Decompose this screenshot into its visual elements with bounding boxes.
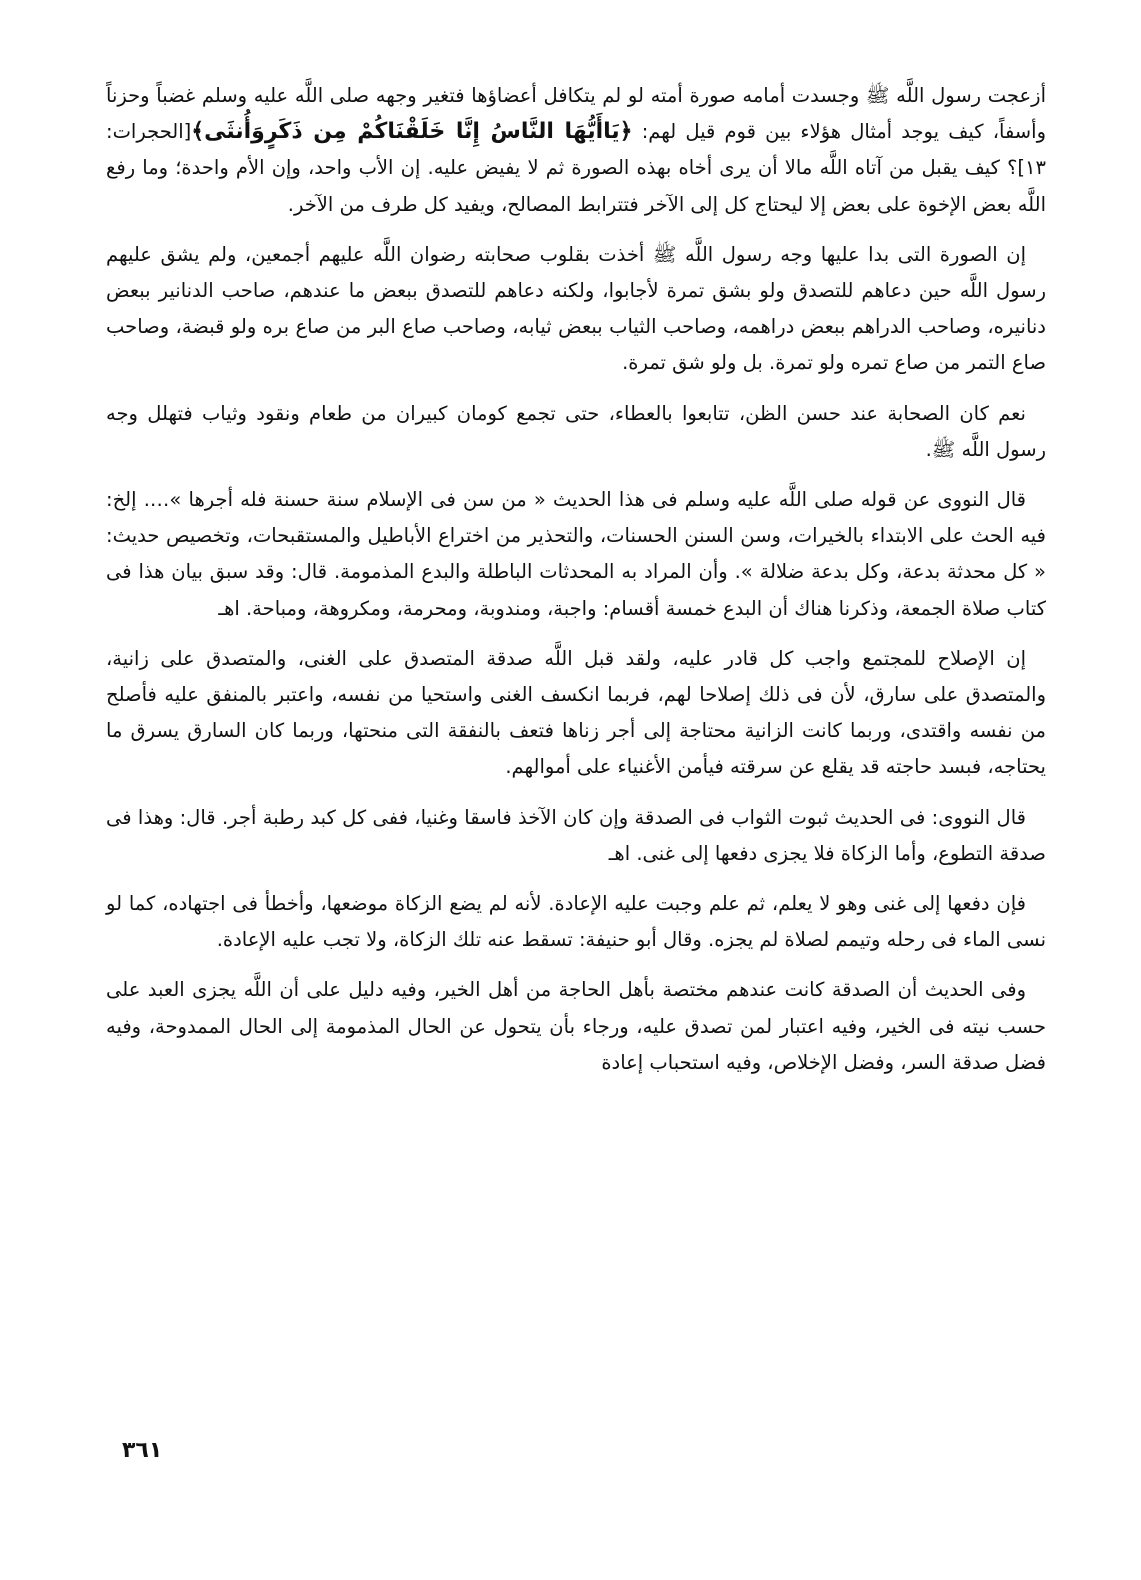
page-number: ٣٦١ xyxy=(122,1438,163,1463)
paragraph-1-after: [الحجرات: ١٣]؟ كيف يقبل من آتاه اللَّه مالا أن يرى أخاه بهذه الصورة ثم لا يفيض عليه. إن الأب واحد، وإن الأم واحدة؛ وما رفع اللَّه بعض الإخوة على بعض إلا ليحتاج كل إلى الآخر فتترابط المصالح، ويفيد كل طرف من الآخر. xyxy=(106,120,1046,216)
paragraph-1-before: أزعجت رسول اللَّه ﷺ وجسدت أمامه صورة أمته لو لم يتكافل أعضاؤها فتغير وجهه صلى اللَّه عليه وسلم غضباً وحزناً وأسفاً، كيف يوجد أمثال هؤلاء بين قوم قيل لهم: xyxy=(106,84,1046,144)
paragraph-3: نعم كان الصحابة عند حسن الظن، تتابعوا بالعطاء، حتى تجمع كومان كبيران من طعام ونقود وثياب فتهلل وجه رسول اللَّه ﷺ. xyxy=(106,401,1046,461)
paragraph-6: قال النووى: فى الحديث ثبوت الثواب فى الصدقة وإن كان الآخذ فاسقا وغنيا، ففى كل كبد رطبة أجر. قال: وهذا فى صدقة التطوع، وأما الزكاة فلا يجزى دفعها إلى غنى. اهـ xyxy=(106,805,1046,865)
paragraph-4: قال النووى عن قوله صلى اللَّه عليه وسلم فى هذا الحديث « من سن فى الإسلام سنة حسنة فله أجرها »…. إلخ: فيه الحث على الابتداء بالخيرات، وسن السنن الحسنات، والتحذير من اختراع الأباطيل والمستقبحات، وتخصيص حديث: « كل محدثة بدعة، وكل بدعة ضلالة ». وأن المراد به المحدثات الباطلة والبدع المذمومة. قال: وقد سبق بيان هذا فى كتاب صلاة الجمعة، وذكرنا هناك أن البدع خمسة أقسام: واجبة، ومندوبة، ومحرمة، ومكروهة، ومباحة. اهـ xyxy=(106,488,1046,620)
page-body xyxy=(106,78,1046,1095)
paragraph-1 xyxy=(106,78,1046,223)
paragraph-7: فإن دفعها إلى غنى وهو لا يعلم، ثم علم وجبت عليه الإعادة. لأنه لم يضع الزكاة موضعها، وأخطأ فى اجتهاده، كما لو نسى الماء فى رحله وتيمم لصلاة لم يجزه. وقال أبو حنيفة: تسقط عنه تلك الزكاة، ولا تجب عليه الإعادة. xyxy=(106,892,1046,952)
quran-verse: ﴿يَاأَيُّهَا النَّاسُ إِنَّا خَلَقْنَاكُمْ مِن ذَكَرٍوَأُنثَى﴾ xyxy=(191,119,633,145)
paragraph-8: وفى الحديث أن الصدقة كانت عندهم مختصة بأهل الحاجة من أهل الخير، وفيه دليل على أن اللَّه يجزى العبد على حسب نيته فى الخير، وفيه اعتبار لمن تصدق عليه، ورجاء بأن يتحول عن الحال المذمومة إلى الحال الممدوحة، وفيه فضل صدقة السر، وفضل الإخلاص، وفيه استحباب إعادة xyxy=(106,978,1046,1074)
paragraph-2: إن الصورة التى بدا عليها وجه رسول اللَّه ﷺ أخذت بقلوب صحابته رضوان اللَّه عليهم أجمعين، ولم يشق عليهم رسول اللَّه حين دعاهم للتصدق ولو بشق تمرة لأجابوا، ولكنه دعاهم للتصدق ببعض ما عندهم، صاحب الدنانير ببعض دنانيره، وصاحب الدراهم ببعض دراهمه، وصاحب الثياب ببعض ثيابه، وصاحب صاع البر من صاع بره ولو قبضة، وصاحب صاع التمر من صاع تمره ولو تمرة. بل ولو شق تمرة. xyxy=(106,242,1046,375)
paragraph-5: إن الإصلاح للمجتمع واجب كل قادر عليه، ولقد قبل اللَّه صدقة المتصدق على الغنى، والمتصدق على زانية، والمتصدق على سارق، لأن فى ذلك إصلاحا لهم، فربما انكسف الغنى واستحيا من نفسه، واعتبر بالمنفق عليه فأصلح من نفسه واقتدى، وربما كانت الزانية محتاجة إلى أجر زناها فتعف بالنفقة التى منحتها، وربما كان السارق يسرق ما يحتاجه، فبسد حاجته قد يقلع عن سرقته فيأمن الأغنياء على أموالهم. xyxy=(106,646,1046,779)
